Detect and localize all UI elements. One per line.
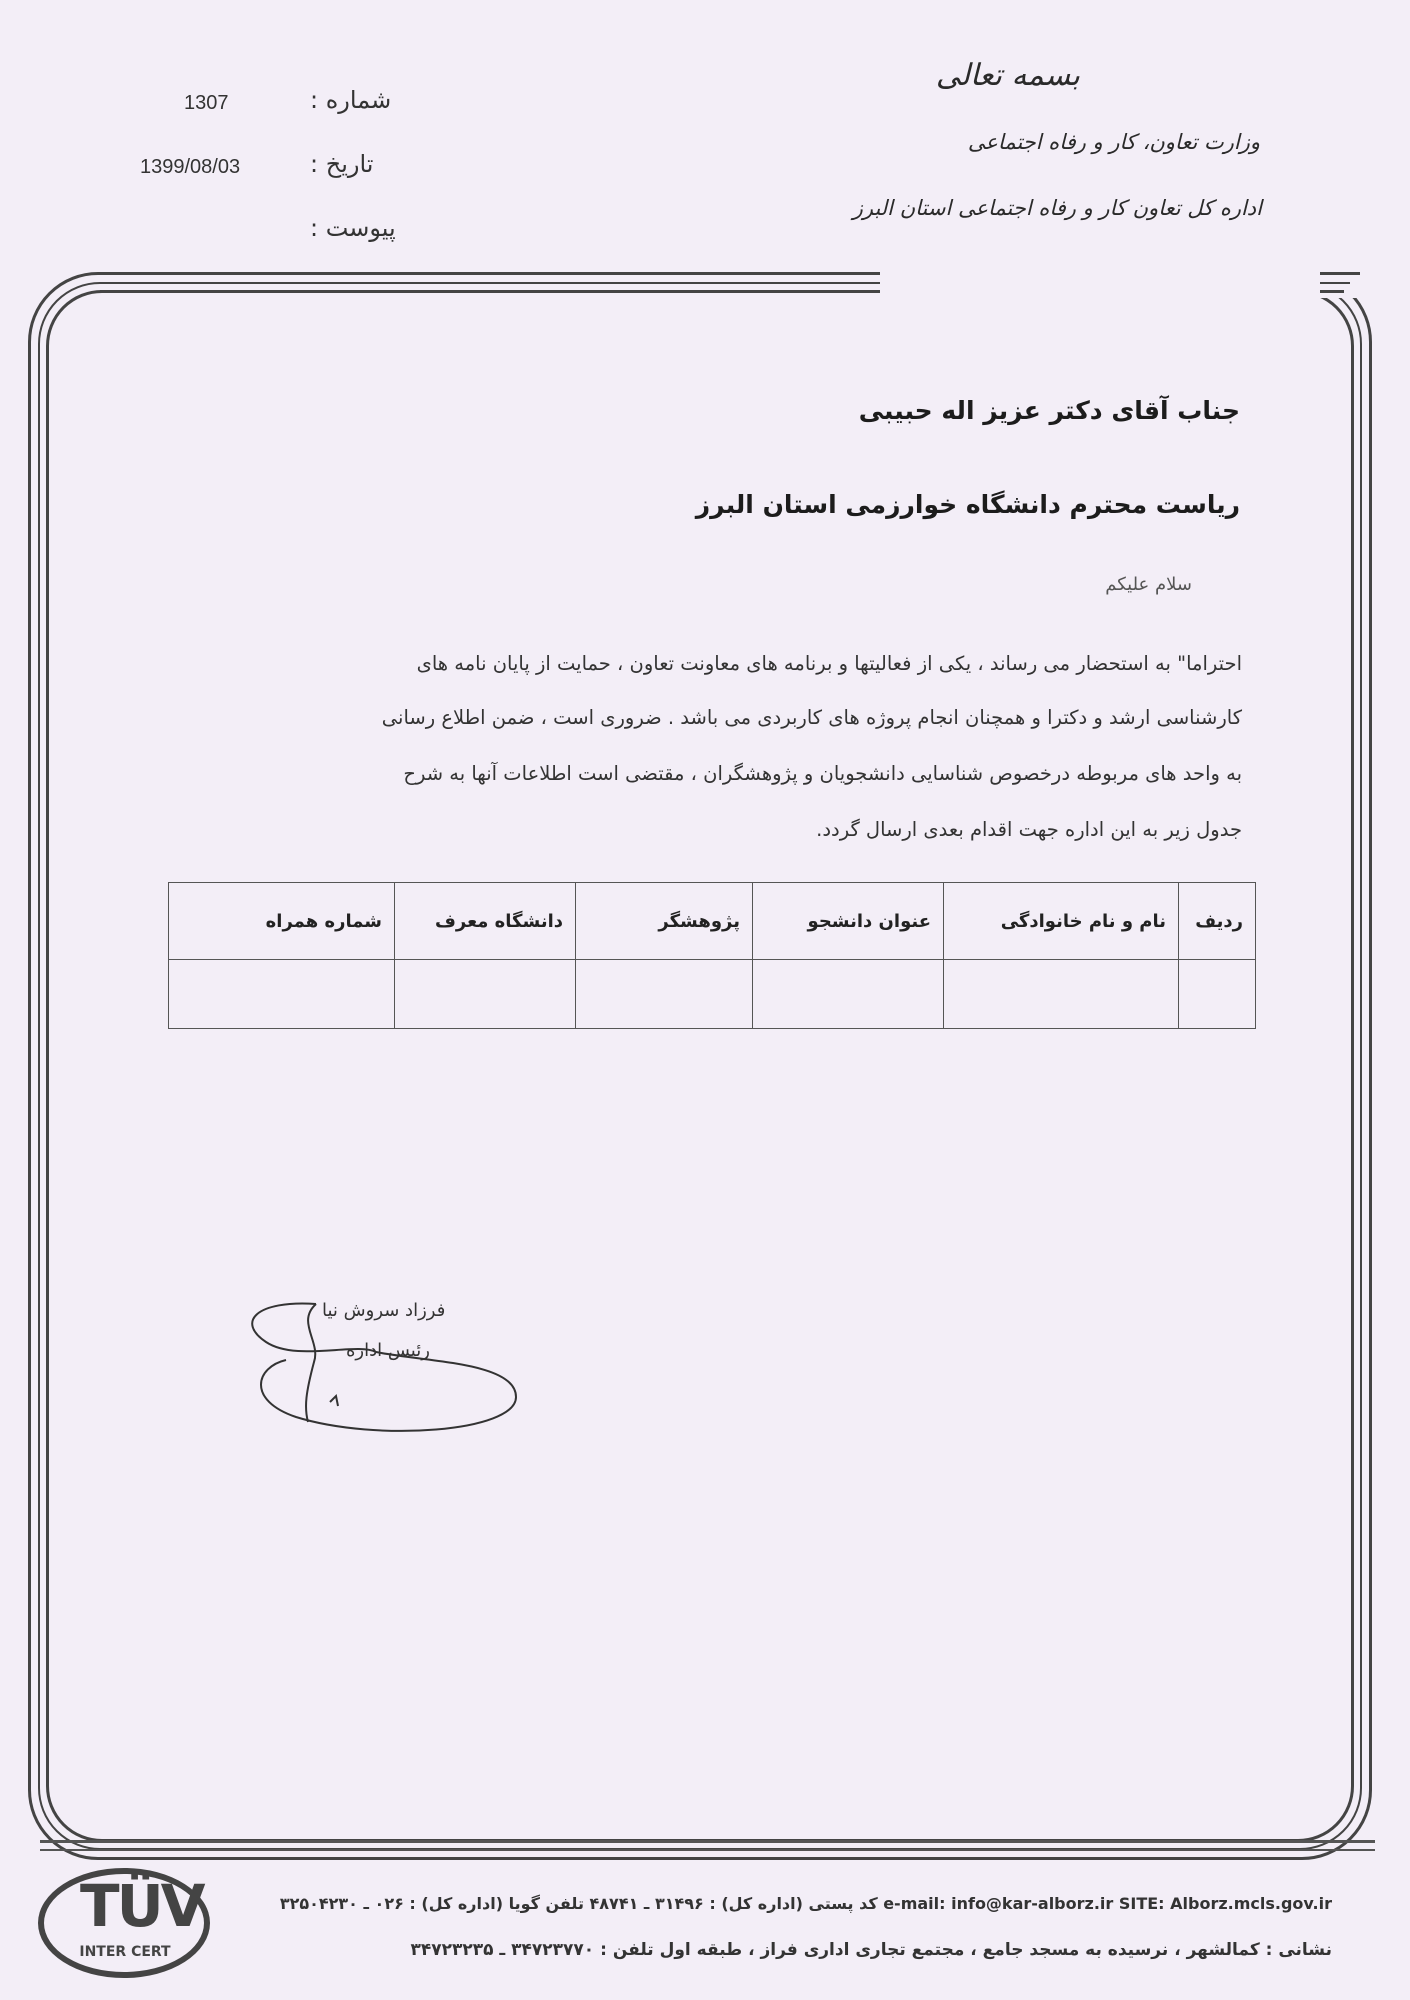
frame-top-rule-right bbox=[1320, 282, 1350, 284]
footer-rule bbox=[40, 1840, 1375, 1843]
col-researcher: پژوهشگر bbox=[576, 883, 753, 960]
bismillah: بسمه تعالی bbox=[935, 58, 1080, 93]
letter-date-label: تاریخ : bbox=[310, 150, 374, 178]
tuv-logo: TÜV bbox=[80, 1872, 203, 1940]
frame-top-rule bbox=[100, 290, 880, 293]
ministry-name: وزارت تعاون، کار و رفاه اجتماعی bbox=[967, 130, 1260, 154]
letter-date-value: 1399/08/03 bbox=[140, 156, 241, 178]
attachment-label: پیوست : bbox=[310, 214, 396, 242]
recipient-title: ریاست محترم دانشگاه خوارزمی استان البرز bbox=[695, 490, 1240, 519]
letter-number-value: 1307 bbox=[184, 92, 229, 114]
body-line: جدول زیر به این اداره جهت اقدام بعدی ارسال گردد. bbox=[816, 818, 1242, 841]
recipient-name: جناب آقای دکتر عزیز اله حبیبی bbox=[858, 396, 1240, 425]
col-row-number: ردیف bbox=[1179, 883, 1256, 960]
footer-contact-line: e-mail: info@kar-alborz.ir SITE: Alborz.mcls.gov.ir کد پستی (اداره کل) : ۳۱۴۹۶ ـ ۴۸۷۴۱ تلفن گویا (اداره کل) : ۰۲۶ ـ ۳۲۵۰۴۲۳۰ bbox=[279, 1894, 1332, 1913]
greeting: سلام علیکم bbox=[1105, 574, 1192, 595]
col-full-name: نام و نام خانوادگی bbox=[944, 883, 1179, 960]
general-office-name: اداره کل تعاون کار و رفاه اجتماعی استان البرز bbox=[852, 196, 1262, 220]
frame-top-rule-right bbox=[1320, 290, 1344, 293]
body-line: به واحد های مربوطه درخصوص شناسایی دانشجویان و پژوهشگران ، مقتضی است اطلاعات آنها به شرح bbox=[403, 762, 1242, 785]
footer-rule bbox=[40, 1849, 1375, 1851]
information-table bbox=[168, 882, 1256, 1029]
body-line: کارشناسی ارشد و دکترا و همچنان انجام پروژه های کاربردی می باشد . ضروری است ، ضمن اطلاع رسانی bbox=[381, 706, 1242, 729]
table-cell bbox=[169, 960, 395, 1029]
page-frame-inner bbox=[46, 290, 1354, 1842]
table-cell bbox=[395, 960, 576, 1029]
frame-top-rule bbox=[100, 282, 880, 284]
table-cell bbox=[753, 960, 944, 1029]
footer-address-line: نشانی : کمالشهر ، نرسیده به مسجد جامع ، مجتمع تجاری اداری فراز ، طبقه اول تلفن : ۳۴۷۲۳۷۷۰ ـ ۳۴۷۲۳۲۳۵ bbox=[410, 1940, 1332, 1960]
signature-mark bbox=[226, 1282, 526, 1442]
col-student-title: عنوان دانشجو bbox=[753, 883, 944, 960]
frame-top-rule bbox=[100, 272, 880, 275]
table-cell bbox=[576, 960, 753, 1029]
signer-name: فرزاد سروش نیا bbox=[322, 1300, 446, 1321]
tuv-logo-subtitle: INTER CERT bbox=[79, 1944, 171, 1960]
letter-number-label: شماره : bbox=[310, 86, 392, 114]
frame-top-rule-right bbox=[1320, 272, 1360, 275]
table-row bbox=[169, 960, 1256, 1029]
body-line: احتراما" به استحضار می رساند ، یکی از فعالیتها و برنامه های معاونت تعاون ، حمایت از پایان نامه های bbox=[416, 652, 1242, 675]
table-header-row bbox=[169, 883, 1256, 960]
table-cell bbox=[1179, 960, 1256, 1029]
col-mobile-number: شماره همراه bbox=[169, 883, 395, 960]
col-introducing-university: دانشگاه معرف bbox=[395, 883, 576, 960]
table-cell bbox=[944, 960, 1179, 1029]
signer-title: رئیس اداره bbox=[346, 1340, 430, 1361]
